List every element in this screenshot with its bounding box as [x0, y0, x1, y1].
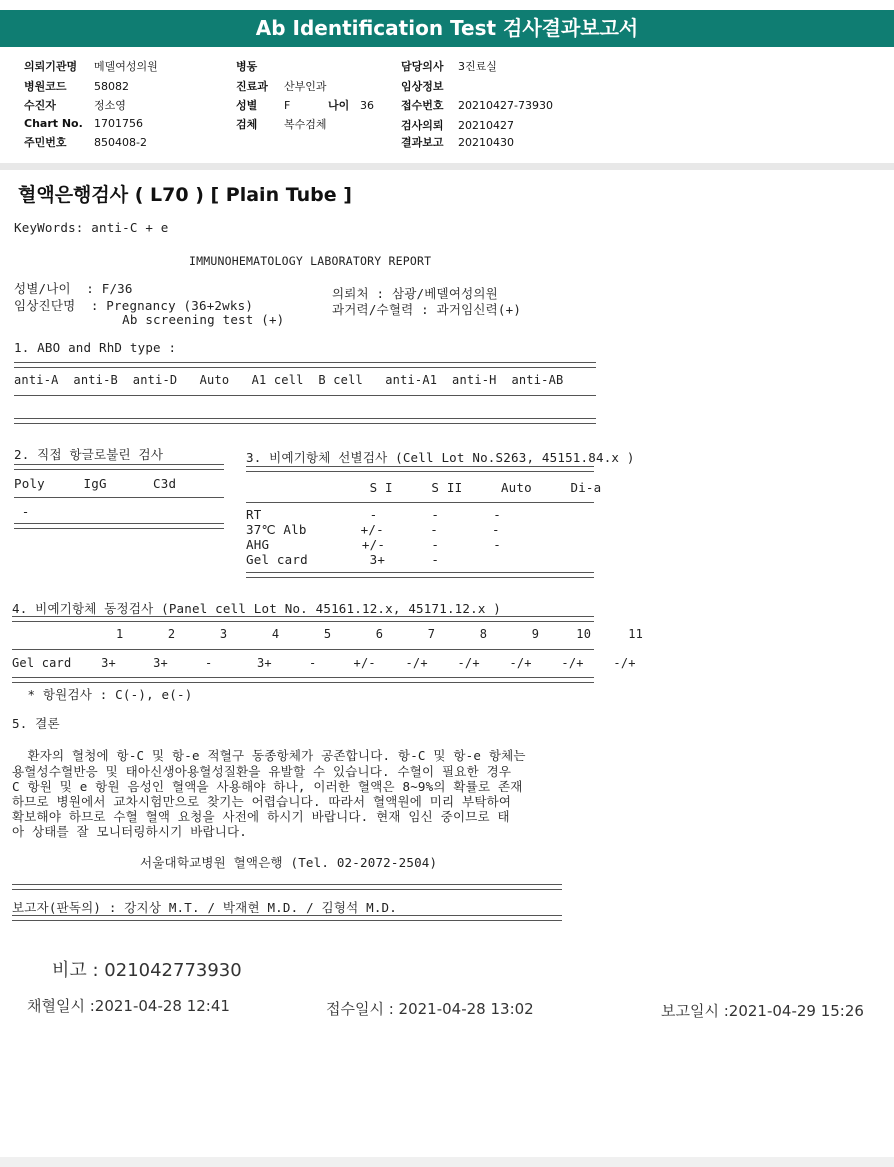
conclusion-line: 확보해야 하므로 수혈 혈액 요청을 사전에 하시기 바랍니다. 현재 임신 중이므로 태 [12, 809, 510, 824]
meta-label: 나이 [328, 99, 350, 112]
divider-bar [0, 163, 894, 170]
single-rule [14, 497, 224, 498]
meta-value: 1701756 [94, 117, 143, 130]
receipt-datetime: 접수일시 : 2021-04-28 13:02 [326, 1000, 534, 1018]
collection-datetime: 채혈일시 :2021-04-28 12:41 [27, 997, 230, 1015]
double-rule [246, 572, 594, 578]
screening-row: RT - - - [246, 507, 501, 522]
screening-row: Gel card 3+ - [246, 552, 440, 567]
meta-label: Chart No. [24, 117, 83, 130]
meta-label: 검체 [236, 118, 258, 131]
referral: 의뢰처 : 삼광/베델여성의원 [332, 286, 498, 301]
conclusion-line: 용혈성수혈반응 및 태아신생아용혈성질환을 유발할 수 있습니다. 수혈이 필요한 경우 [12, 764, 512, 779]
panel-title: 4. 비예기항체 동정검사 (Panel cell Lot No. 45161.12.x, 45171.12.x ) [12, 601, 502, 616]
report-title-bar [0, 10, 894, 47]
lab-report-title: IMMUNOHEMATOLOGY LABORATORY REPORT [189, 254, 432, 268]
antigen-test: * 항원검사 : C(-), e(-) [12, 687, 193, 702]
meta-value: 20210427 [458, 119, 514, 132]
report-datetime: 보고일시 :2021-04-29 15:26 [661, 1002, 864, 1020]
abo-rhd-title: 1. ABO and RhD type : [14, 340, 177, 355]
screening-row: AHG +/- - - [246, 537, 501, 552]
meta-age [328, 97, 374, 113]
meta-doctor [401, 58, 497, 74]
meta-label: 성별 [236, 99, 258, 112]
meta-chart-no [24, 117, 143, 130]
double-rule [12, 677, 594, 683]
meta-accession-no [401, 97, 553, 113]
report-title: Ab Identification Test 검사결과보고서 [255, 16, 639, 40]
meta-label: 의뢰기관명 [24, 60, 78, 73]
meta-request-date [401, 117, 514, 133]
conclusion-title: 5. 결론 [12, 716, 60, 731]
bottom-bar [0, 1157, 894, 1167]
meta-label: 담당의사 [401, 60, 444, 73]
panel-result: Gel card 3+ 3+ - 3+ - +/- -/+ -/+ -/+ -/+ -/+ [12, 656, 636, 670]
double-rule [14, 418, 596, 424]
meta-value: 정소영 [94, 99, 126, 112]
meta-patient [24, 97, 126, 113]
meta-department [236, 78, 327, 94]
conclusion-line: 하므로 병원에서 교차시험만으로 찾기는 어렵습니다. 따라서 혈액원에 미리 부탁하여 [12, 794, 512, 809]
meta-value: 36 [360, 99, 374, 112]
meta-value: 58082 [94, 80, 129, 93]
institution: 서울대학교병원 혈액은행 (Tel. 02-2072-2504) [140, 855, 438, 870]
meta-value: F [284, 99, 291, 112]
section-title: 혈액은행검사 ( L70 ) [ Plain Tube ] [18, 184, 352, 206]
meta-value: 20210430 [458, 136, 514, 149]
meta-value: 20210427-73930 [458, 99, 553, 112]
screening-title: 3. 비예기항체 선별검사 (Cell Lot No.S263, 45151.84.x ) [246, 450, 635, 465]
screening-row: 37℃ Alb +/- - - [246, 522, 500, 537]
meta-label: 주민번호 [24, 136, 67, 149]
meta-value: 산부인과 [284, 80, 327, 93]
meta-label: 검사의뢰 [401, 119, 444, 132]
meta-label: 병원코드 [24, 80, 67, 93]
dat-result: - [14, 504, 30, 519]
meta-label: 결과보고 [401, 136, 444, 149]
meta-label: 진료과 [236, 80, 268, 93]
meta-value: 메델여성의원 [94, 60, 158, 73]
sex-age: 성별/나이 : F/36 [14, 281, 133, 296]
meta-label: 병동 [236, 60, 258, 73]
meta-value: 3진료실 [458, 60, 497, 73]
panel-header: 1 2 3 4 5 6 7 8 9 10 11 [12, 627, 644, 641]
meta-clinical-info [401, 78, 458, 94]
screening-header: S I S II Auto Di-a [246, 480, 602, 495]
meta-resident-no [24, 134, 147, 150]
reporters: 보고자(판독의) : 강지상 M.T. / 박재현 M.D. / 김형석 M.D. [12, 900, 397, 915]
diagnosis: 임상진단명 : Pregnancy (36+2wks) [14, 298, 254, 313]
remark: 비고 : 021042773930 [52, 960, 242, 981]
meta-label: 임상정보 [401, 80, 444, 93]
meta-ward [236, 58, 284, 74]
abo-rhd-header: anti-A anti-B anti-D Auto A1 cell B cell anti-A1 anti-H anti-AB [14, 373, 564, 387]
dat-header: Poly IgG C3d [14, 476, 177, 491]
conclusion-line: C 항원 및 e 항원 음성인 혈액을 사용해야 하나, 이러한 혈액은 8~9%의 확률로 존재 [12, 779, 523, 794]
meta-value: 850408-2 [94, 136, 147, 149]
conclusion-line: 아 상태를 잘 모니터링하시기 바랍니다. [12, 824, 248, 839]
keywords: KeyWords: anti-C + e [14, 220, 169, 235]
meta-report-date [401, 134, 514, 150]
dat-title: 2. 직접 항글로불린 검사 [14, 447, 164, 462]
double-rule [14, 523, 224, 529]
meta-hospital-code [24, 78, 129, 94]
history: 과거력/수혈력 : 과거임신력(+) [332, 302, 522, 317]
meta-label: 수진자 [24, 99, 56, 112]
double-rule [14, 362, 596, 368]
double-rule [12, 616, 594, 622]
single-rule [246, 502, 594, 503]
meta-value: 복수검체 [284, 118, 327, 131]
single-rule [14, 395, 596, 396]
single-rule [12, 649, 594, 650]
meta-sex [236, 97, 290, 113]
double-rule [12, 915, 562, 921]
meta-label: 접수번호 [401, 99, 444, 112]
diagnosis-cont: Ab screening test (+) [14, 312, 285, 327]
double-rule [14, 464, 224, 470]
conclusion-line: 환자의 혈청에 항-C 및 항-e 적혈구 동종항체가 공존합니다. 항-C 및 항-e 항체는 [12, 748, 526, 763]
double-rule [12, 884, 562, 890]
meta-specimen [236, 116, 327, 132]
double-rule [246, 466, 594, 472]
meta-institution [24, 58, 158, 74]
